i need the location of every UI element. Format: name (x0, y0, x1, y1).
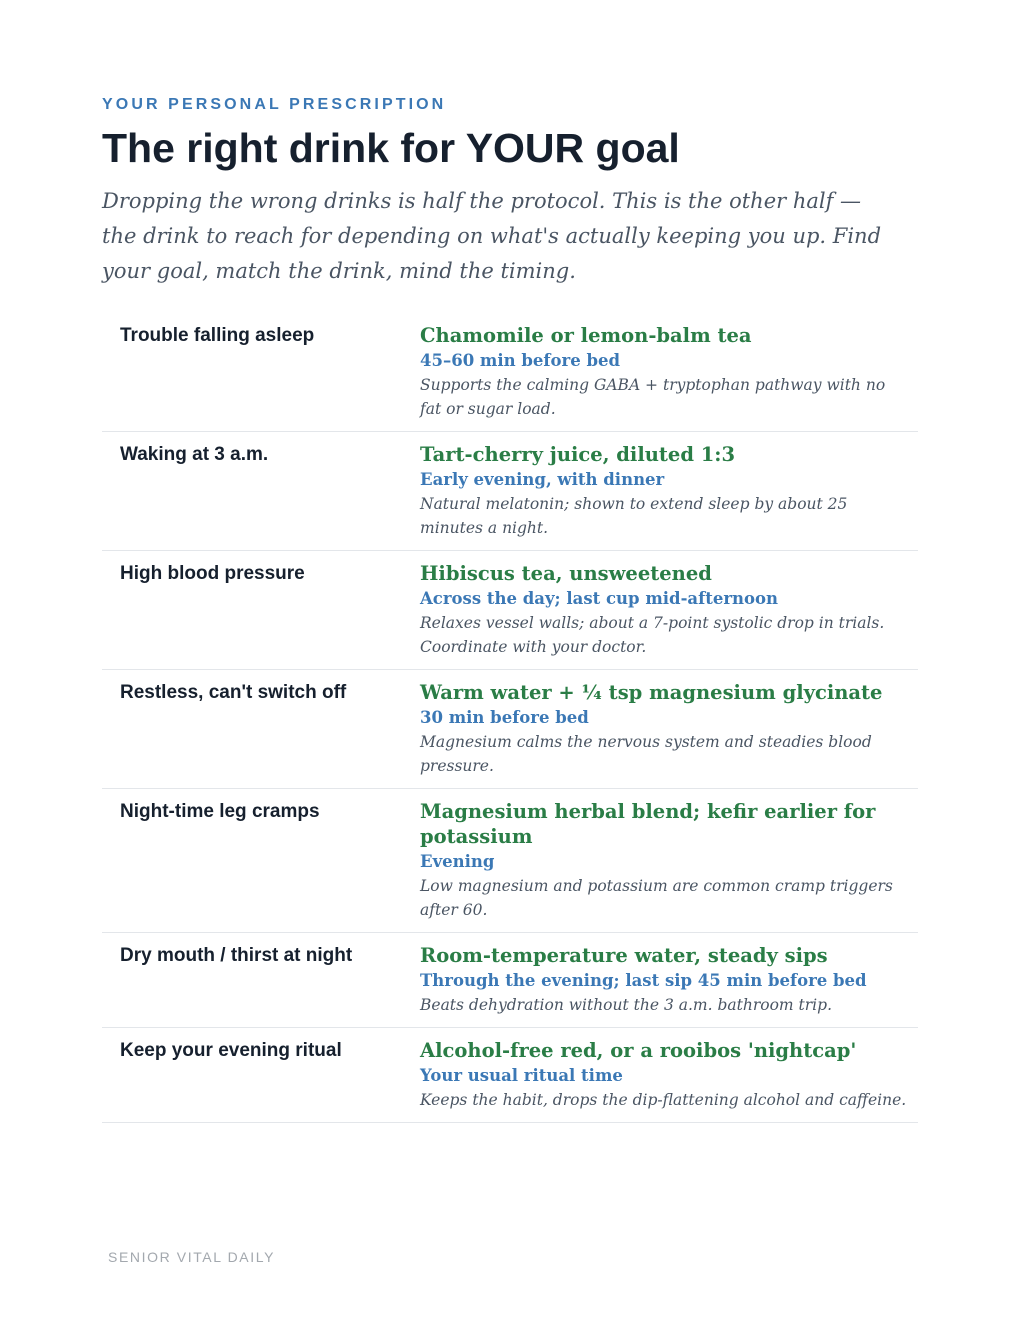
drink-timing: Early evening, with dinner (420, 470, 665, 489)
prescription-cell (420, 799, 910, 922)
goal-label: Waking at 3 a.m. (120, 444, 269, 465)
drink-reason: Natural melatonin; shown to extend sleep by about 25 minutes a night. (420, 495, 848, 537)
drink-timing: 30 min before bed (420, 708, 589, 727)
goal-label: Trouble falling asleep (120, 325, 315, 346)
table-row (102, 551, 918, 670)
drink-name: Hibiscus tea, unsweetened (420, 562, 712, 585)
drink-reason: Low magnesium and potassium are common cramp triggers after 60. (420, 877, 893, 919)
table-row (102, 670, 918, 789)
goal-label: Keep your evening ritual (120, 1040, 342, 1061)
drink-name: Room-temperature water, steady sips (420, 944, 828, 967)
drink-timing: Evening (420, 852, 495, 871)
prescription-cell (420, 442, 910, 540)
drink-name: Magnesium herbal blend; kefir earlier for potassium (420, 800, 876, 848)
drink-name: Chamomile or lemon-balm tea (420, 324, 752, 347)
prescription-cell (420, 1038, 910, 1112)
prescription-table (102, 313, 918, 1123)
goal-label: Dry mouth / thirst at night (120, 945, 353, 966)
drink-reason: Relaxes vessel walls; about a 7-point systolic drop in trials. Coordinate with your doctor. (420, 614, 885, 656)
drink-timing: Your usual ritual time (420, 1066, 623, 1085)
table-row (102, 933, 918, 1028)
prescription-cell (420, 680, 910, 778)
table-row (102, 1028, 918, 1123)
drink-name: Warm water + ¼ tsp magnesium glycinate (420, 681, 883, 704)
drink-timing: 45–60 min before bed (420, 351, 621, 370)
page-title: The right drink for YOUR goal (102, 125, 680, 171)
footer-brand: SENIOR VITAL DAILY (108, 1249, 276, 1265)
prescription-cell (420, 323, 910, 421)
drink-timing: Across the day; last cup mid-afternoon (420, 589, 779, 608)
drink-reason: Keeps the habit, drops the dip-flattening alcohol and caffeine. (420, 1091, 907, 1109)
drink-reason: Magnesium calms the nervous system and steadies blood pressure. (420, 733, 872, 775)
drink-reason: Supports the calming GABA + tryptophan pathway with no fat or sugar load. (420, 376, 886, 418)
goal-label: High blood pressure (120, 563, 305, 584)
table-row (102, 789, 918, 933)
drink-reason: Beats dehydration without the 3 a.m. bathroom trip. (420, 996, 832, 1014)
prescription-cell (420, 561, 910, 659)
table-row (102, 313, 918, 432)
intro-paragraph: Dropping the wrong drinks is half the protocol. This is the other half — the drink to reach for depending on what's actually keeping you up. Find your goal, match the drink, mind the timing. (102, 189, 882, 283)
drink-name: Tart-cherry juice, diluted 1:3 (420, 443, 736, 466)
prescription-cell (420, 943, 910, 1017)
table-row (102, 432, 918, 551)
goal-label: Night-time leg cramps (120, 801, 320, 822)
drink-timing: Through the evening; last sip 45 min before bed (420, 971, 867, 990)
goal-label: Restless, can't switch off (120, 682, 347, 703)
section-eyebrow: YOUR PERSONAL PRESCRIPTION (102, 96, 447, 113)
drink-name: Alcohol-free red, or a rooibos 'nightcap' (420, 1039, 857, 1062)
